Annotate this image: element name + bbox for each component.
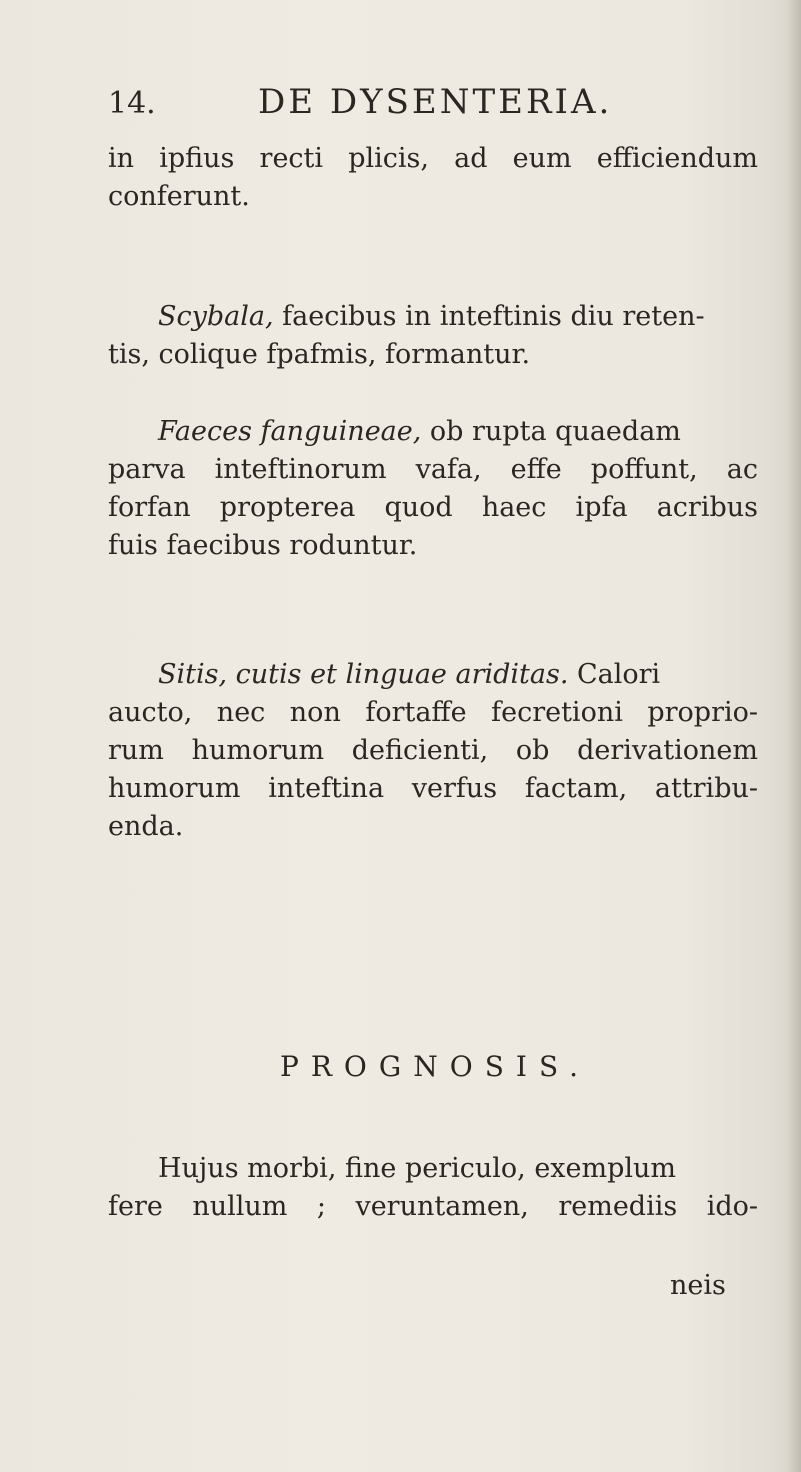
paragraph-faeces-line-3: forfan propterea quod haec ipfa acribus [108, 492, 758, 523]
running-title: DE DYSENTERIA. [258, 82, 613, 122]
paragraph-1-line-1: in ipfius recti plicis, ad eum efficiendum [108, 143, 758, 174]
paragraph-faeces-line-2: parva inteftinorum vafa, effe poffunt, ac [108, 454, 758, 485]
paragraph-scybala [108, 298, 758, 374]
page-header [108, 82, 748, 126]
paragraph-sitis-line-1-rest: Calori [568, 659, 661, 690]
term-faeces-sanguineae: Faeces fanguineae, [158, 416, 422, 447]
paragraph-sitis-line-1 [108, 656, 758, 694]
paragraph-1 [108, 140, 758, 216]
section-title-prognosis: PROGNOSIS. [280, 1050, 591, 1083]
paragraph-faeces-line-1 [108, 413, 758, 451]
paragraph-scybala-line-1 [108, 298, 758, 336]
paragraph-sitis-line-3: rum humorum deficienti, ob derivationem [108, 735, 758, 766]
paragraph-sitis-line-5: enda. [108, 811, 184, 842]
paragraph-scybala-line-2: tis, colique fpafmis, formantur. [108, 339, 531, 370]
term-scybala: Scybala, [158, 301, 274, 332]
page-edge-shadow [787, 0, 801, 1472]
paragraph-hujus-line-2: fere nullum ; veruntamen, remediis ido- [108, 1191, 758, 1222]
page-number: 14. [108, 86, 156, 121]
paragraph-faeces [108, 413, 758, 565]
paragraph-hujus-line-1: Hujus morbi, fine periculo, exemplum [158, 1153, 677, 1184]
paragraph-sitis-line-2: aucto, nec non fortaffe fecretioni proprio- [108, 697, 758, 728]
catchword: neis [670, 1270, 726, 1301]
paragraph-faeces-line-1-rest: ob rupta quaedam [421, 416, 681, 447]
paragraph-scybala-line-1-rest: faecibus in inteftinis diu reten- [273, 301, 705, 332]
paragraph-1-line-2: conferunt. [108, 181, 250, 212]
paragraph-faeces-line-4: fuis faecibus roduntur. [108, 530, 418, 561]
paragraph-hujus [108, 1150, 758, 1226]
paragraph-sitis-line-4: humorum inteftina verfus factam, attribu- [108, 773, 758, 804]
term-sitis: Sitis, cutis et linguae ariditas. [158, 659, 569, 690]
paragraph-sitis [108, 656, 758, 846]
